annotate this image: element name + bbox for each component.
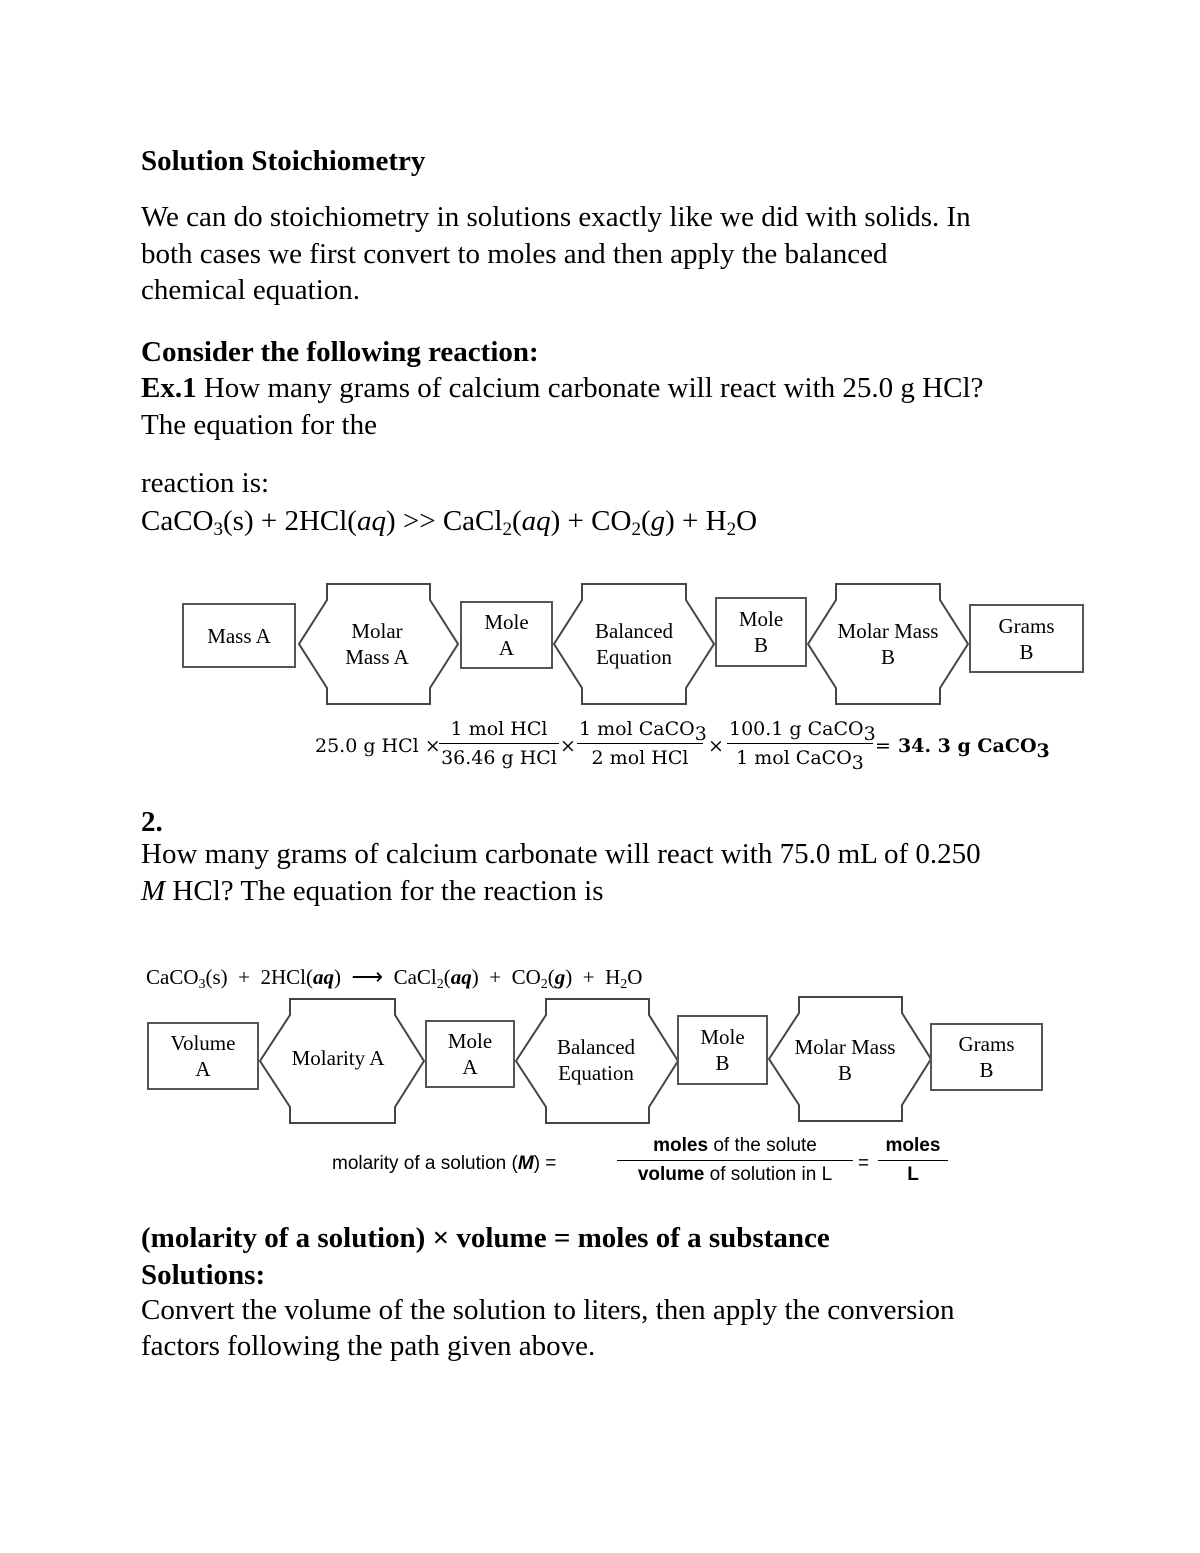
- box-grams-b: Grams B: [969, 604, 1084, 673]
- calc-result: 34. 3 g CaCO$_3$: [898, 735, 1050, 762]
- intro-line-1: We can do stoichiometry in solutions exactly like we did with solids. In: [141, 201, 971, 233]
- example-1-line-2: The equation for the: [141, 409, 377, 441]
- question-2-number: 2.: [141, 806, 163, 838]
- question-2-line-1: How many grams of calcium carbonate will react with 75.0 mL of 0.250: [141, 838, 981, 870]
- consider-heading: Consider the following reaction:: [141, 336, 539, 368]
- factor-mole-ratio: 1 mol CaCO$_3$ 2 mol HCl: [579, 718, 707, 769]
- example-1-text: How many grams of calcium carbonate will react with 25.0 g HCl?: [196, 372, 984, 404]
- example-1-question: [141, 370, 983, 406]
- molarity-short-fraction: moles L: [878, 1135, 948, 1186]
- arrow-label-molar-mass-b: Molar Mass B: [837, 619, 939, 669]
- box-volume-a: Volume A: [147, 1022, 259, 1090]
- solutions-line-1: Convert the volume of the solution to liters, then apply the conversion: [141, 1294, 955, 1326]
- page-title: Solution Stoichiometry: [141, 145, 426, 177]
- arrow-label-molar-mass-b: Molar Mass B: [794, 1035, 896, 1085]
- arrow-label-molarity-a: Molarity A: [291, 1046, 385, 1070]
- calc-start: 25.0 g HCl ×: [315, 735, 441, 757]
- example-1-label: Ex.1: [141, 372, 197, 404]
- box-mole-a: Mole A: [460, 601, 553, 669]
- solutions-heading: Solutions:: [141, 1259, 266, 1291]
- box-mass-a: Mass A: [182, 603, 296, 668]
- box-mole-a: Mole A: [425, 1020, 515, 1088]
- equals-sign: =: [858, 1153, 870, 1174]
- intro-line-2: both cases we first convert to moles and then apply the balanced: [141, 238, 888, 270]
- factor-molar-mass-hcl: 1 mol HCl 36.46 g HCl: [439, 718, 559, 769]
- times-sign: ×: [708, 735, 724, 757]
- box-mole-b: Mole B: [677, 1015, 768, 1085]
- molarity-fraction: moles of the solute volume of solution in L: [617, 1135, 853, 1186]
- equals-sign: =: [875, 735, 897, 757]
- solutions-line-2: factors following the path given above.: [141, 1330, 596, 1362]
- times-sign: ×: [560, 735, 576, 757]
- reaction-equation-2: CaCO$_3$(s) + 2HCl(aq) ⟶ CaCl$_2$(aq) + $CO_2(g) + H_2O$: [146, 964, 643, 992]
- arrow-label-molar-mass-a: Molar Mass A: [345, 619, 409, 669]
- box-grams-b: Grams B: [930, 1023, 1043, 1091]
- intro-line-3: chemical equation.: [141, 274, 361, 306]
- arrow-label-balanced-equation: Balanced Equation: [594, 619, 674, 669]
- question-2-line-2: M HCl? The equation for the reaction is: [141, 875, 604, 907]
- reaction-equation-1: CaCO$_3$(s) + 2HCl(aq) >> CaCl$_2$(aq) + $CO_2(g) + H_2O$: [141, 505, 758, 540]
- example-1-line-3: reaction is:: [141, 467, 270, 499]
- box-mole-b: Mole B: [715, 597, 807, 667]
- molarity-lhs: molarity of a solution (M) =: [332, 1153, 557, 1174]
- molarity-relation: (molarity of a solution) × volume = moles of a substance: [141, 1222, 830, 1254]
- arrow-label-balanced-equation: Balanced Equation: [556, 1035, 636, 1085]
- reaction-arrow-icon: ⟶: [351, 964, 384, 989]
- factor-molar-mass-caco3: 100.1 g CaCO$_3$ 1 mol CaCO$_3$: [729, 718, 876, 774]
